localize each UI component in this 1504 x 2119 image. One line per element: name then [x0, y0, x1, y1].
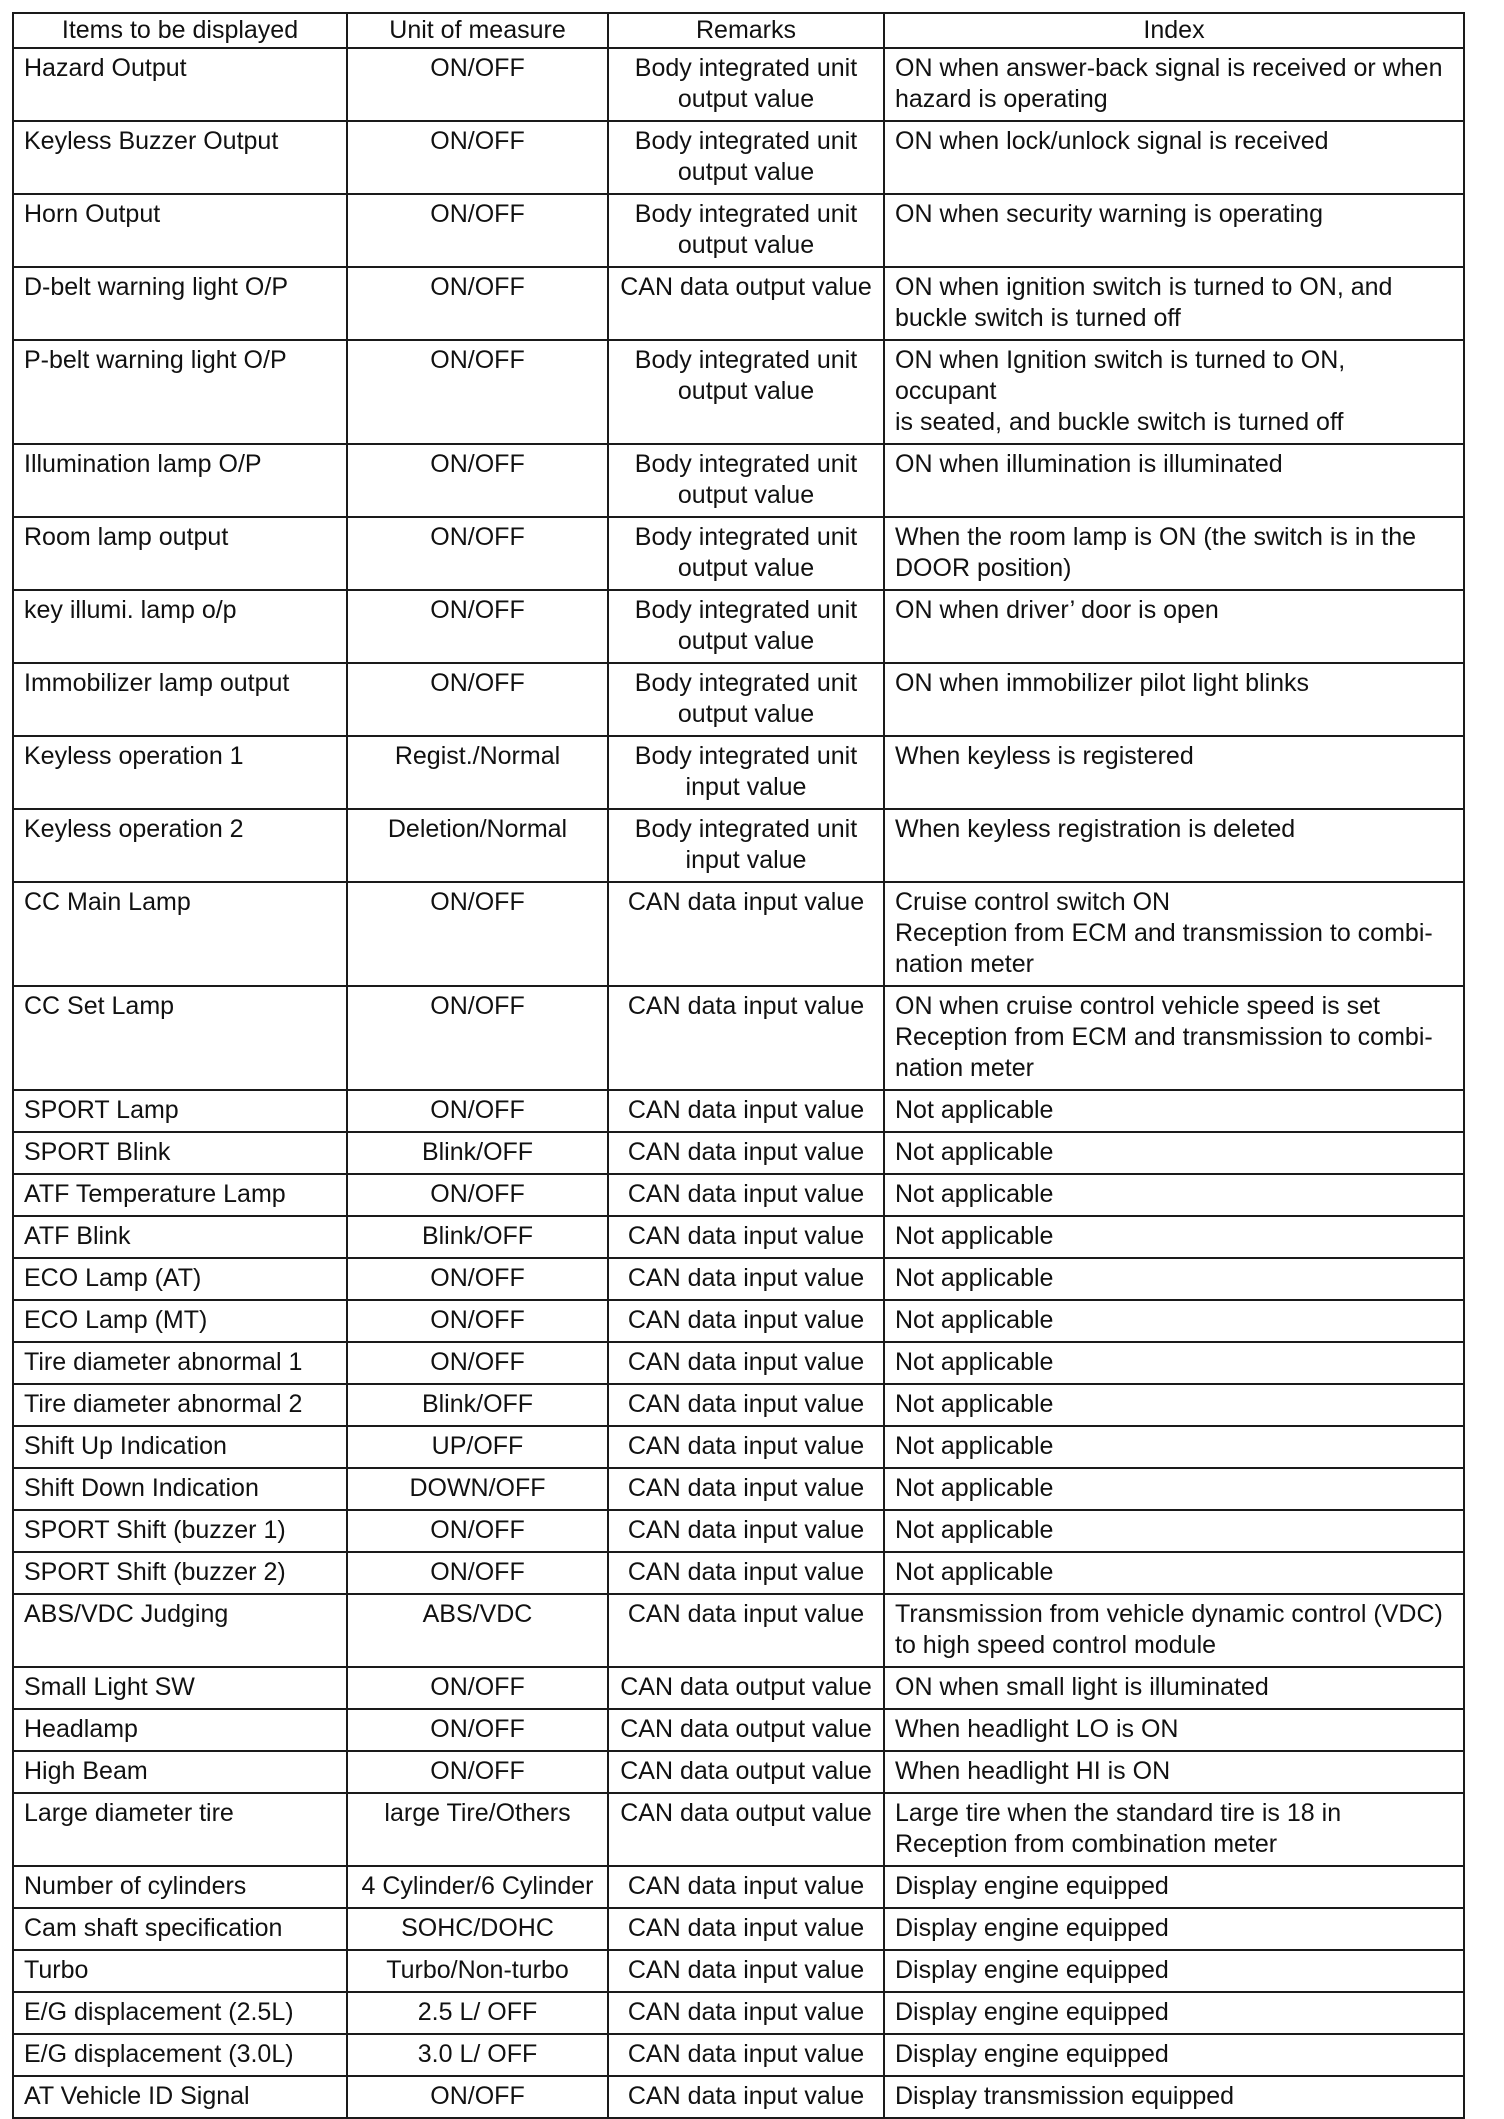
row-unit-cell: Deletion/Normal: [347, 809, 608, 882]
row-index-cell: Not applicable: [884, 1426, 1464, 1468]
row-index-cell: Not applicable: [884, 1300, 1464, 1342]
document-page: [12, 12, 1465, 2119]
row-unit-cell: ON/OFF: [347, 1751, 608, 1793]
table-row: [13, 590, 1464, 663]
row-index-cell: When headlight LO is ON: [884, 1709, 1464, 1751]
table-row: [13, 1992, 1464, 2034]
table-row: [13, 1793, 1464, 1866]
row-item-cell: Immobilizer lamp output: [13, 663, 347, 736]
row-remarks-cell: CAN data input value: [608, 1426, 884, 1468]
table-row: [13, 1174, 1464, 1216]
row-remarks-cell: Body integrated unit output value: [608, 517, 884, 590]
table-row: [13, 48, 1464, 121]
row-item-cell: Shift Down Indication: [13, 1468, 347, 1510]
row-unit-cell: 4 Cylinder/6 Cylinder: [347, 1866, 608, 1908]
table-row: [13, 736, 1464, 809]
row-remarks-cell: CAN data input value: [608, 1468, 884, 1510]
row-remarks-cell: CAN data input value: [608, 2034, 884, 2076]
row-index-cell: When keyless registration is deleted: [884, 809, 1464, 882]
row-remarks-cell: CAN data output value: [608, 1751, 884, 1793]
table-row: [13, 1426, 1464, 1468]
header-unit: Unit of measure: [347, 13, 608, 48]
row-item-cell: ECO Lamp (AT): [13, 1258, 347, 1300]
row-item-cell: ATF Temperature Lamp: [13, 1174, 347, 1216]
row-index-cell: ON when immobilizer pilot light blinks: [884, 663, 1464, 736]
table-row: [13, 663, 1464, 736]
row-unit-cell: ON/OFF: [347, 1258, 608, 1300]
table-row: [13, 1751, 1464, 1793]
row-unit-cell: ON/OFF: [347, 340, 608, 444]
row-index-cell: Display engine equipped: [884, 2034, 1464, 2076]
row-unit-cell: ON/OFF: [347, 1552, 608, 1594]
row-item-cell: Horn Output: [13, 194, 347, 267]
row-item-cell: E/G displacement (3.0L): [13, 2034, 347, 2076]
row-index-cell: Not applicable: [884, 1468, 1464, 1510]
row-item-cell: Illumination lamp O/P: [13, 444, 347, 517]
row-index-cell: Not applicable: [884, 1342, 1464, 1384]
row-item-cell: Shift Up Indication: [13, 1426, 347, 1468]
row-unit-cell: ON/OFF: [347, 1300, 608, 1342]
row-index-cell: Large tire when the standard tire is 18 in Reception from combination meter: [884, 1793, 1464, 1866]
table-row: [13, 1132, 1464, 1174]
row-remarks-cell: CAN data input value: [608, 1552, 884, 1594]
row-remarks-cell: CAN data output value: [608, 1709, 884, 1751]
table-row: [13, 517, 1464, 590]
row-index-cell: ON when ignition switch is turned to ON, and buckle switch is turned off: [884, 267, 1464, 340]
row-remarks-cell: CAN data input value: [608, 1300, 884, 1342]
row-unit-cell: Blink/OFF: [347, 1132, 608, 1174]
row-remarks-cell: CAN data input value: [608, 2076, 884, 2118]
row-unit-cell: 2.5 L/ OFF: [347, 1992, 608, 2034]
row-remarks-cell: CAN data input value: [608, 1594, 884, 1667]
row-remarks-cell: CAN data input value: [608, 986, 884, 1090]
row-unit-cell: ON/OFF: [347, 882, 608, 986]
row-remarks-cell: Body integrated unit output value: [608, 48, 884, 121]
row-index-cell: Cruise control switch ON Reception from ECM and transmission to combi- nation meter: [884, 882, 1464, 986]
table-row: [13, 1342, 1464, 1384]
row-item-cell: High Beam: [13, 1751, 347, 1793]
row-item-cell: SPORT Lamp: [13, 1090, 347, 1132]
row-item-cell: SPORT Shift (buzzer 2): [13, 1552, 347, 1594]
row-remarks-cell: CAN data input value: [608, 1090, 884, 1132]
row-item-cell: Headlamp: [13, 1709, 347, 1751]
row-item-cell: Tire diameter abnormal 1: [13, 1342, 347, 1384]
row-remarks-cell: CAN data input value: [608, 1174, 884, 1216]
header-remarks: Remarks: [608, 13, 884, 48]
table-row: [13, 809, 1464, 882]
row-unit-cell: ON/OFF: [347, 590, 608, 663]
row-index-cell: Not applicable: [884, 1216, 1464, 1258]
row-index-cell: ON when small light is illuminated: [884, 1667, 1464, 1709]
row-index-cell: Transmission from vehicle dynamic control (VDC) to high speed control module: [884, 1594, 1464, 1667]
row-unit-cell: SOHC/DOHC: [347, 1908, 608, 1950]
header-index: Index: [884, 13, 1464, 48]
display-items-table: [12, 12, 1465, 2119]
row-unit-cell: ON/OFF: [347, 444, 608, 517]
row-unit-cell: ABS/VDC: [347, 1594, 608, 1667]
row-remarks-cell: Body integrated unit output value: [608, 444, 884, 517]
table-row: [13, 1709, 1464, 1751]
table-body: [13, 48, 1464, 2118]
row-item-cell: Turbo: [13, 1950, 347, 1992]
row-item-cell: Keyless Buzzer Output: [13, 121, 347, 194]
row-remarks-cell: CAN data input value: [608, 1992, 884, 2034]
table-row: [13, 194, 1464, 267]
row-item-cell: key illumi. lamp o/p: [13, 590, 347, 663]
row-remarks-cell: CAN data input value: [608, 882, 884, 986]
row-index-cell: ON when security warning is operating: [884, 194, 1464, 267]
table-row: [13, 2076, 1464, 2118]
row-remarks-cell: CAN data input value: [608, 1384, 884, 1426]
table-row: [13, 1552, 1464, 1594]
row-unit-cell: Blink/OFF: [347, 1384, 608, 1426]
row-remarks-cell: Body integrated unit output value: [608, 121, 884, 194]
row-unit-cell: ON/OFF: [347, 663, 608, 736]
table-row: [13, 1510, 1464, 1552]
table-row: [13, 121, 1464, 194]
row-unit-cell: DOWN/OFF: [347, 1468, 608, 1510]
row-unit-cell: ON/OFF: [347, 48, 608, 121]
row-unit-cell: Blink/OFF: [347, 1216, 608, 1258]
row-index-cell: Display engine equipped: [884, 1992, 1464, 2034]
row-remarks-cell: CAN data input value: [608, 1258, 884, 1300]
row-index-cell: Not applicable: [884, 1090, 1464, 1132]
row-unit-cell: ON/OFF: [347, 1090, 608, 1132]
row-remarks-cell: CAN data output value: [608, 267, 884, 340]
row-item-cell: Large diameter tire: [13, 1793, 347, 1866]
row-item-cell: Keyless operation 1: [13, 736, 347, 809]
row-remarks-cell: Body integrated unit output value: [608, 590, 884, 663]
row-index-cell: Not applicable: [884, 1258, 1464, 1300]
table-row: [13, 986, 1464, 1090]
row-index-cell: Not applicable: [884, 1174, 1464, 1216]
row-index-cell: Not applicable: [884, 1132, 1464, 1174]
row-remarks-cell: CAN data output value: [608, 1667, 884, 1709]
table-row: [13, 267, 1464, 340]
table-row: [13, 1216, 1464, 1258]
row-item-cell: D-belt warning light O/P: [13, 267, 347, 340]
table-row: [13, 1384, 1464, 1426]
row-unit-cell: ON/OFF: [347, 1342, 608, 1384]
row-remarks-cell: CAN data input value: [608, 1908, 884, 1950]
row-index-cell: When headlight HI is ON: [884, 1751, 1464, 1793]
row-item-cell: SPORT Blink: [13, 1132, 347, 1174]
row-item-cell: Number of cylinders: [13, 1866, 347, 1908]
row-unit-cell: UP/OFF: [347, 1426, 608, 1468]
table-row: [13, 340, 1464, 444]
row-unit-cell: large Tire/Others: [347, 1793, 608, 1866]
row-remarks-cell: CAN data input value: [608, 1510, 884, 1552]
row-index-cell: Not applicable: [884, 1510, 1464, 1552]
table-row: [13, 882, 1464, 986]
row-item-cell: Cam shaft specification: [13, 1908, 347, 1950]
row-unit-cell: ON/OFF: [347, 267, 608, 340]
row-index-cell: Display engine equipped: [884, 1866, 1464, 1908]
row-remarks-cell: CAN data input value: [608, 1342, 884, 1384]
row-unit-cell: ON/OFF: [347, 121, 608, 194]
row-item-cell: Tire diameter abnormal 2: [13, 1384, 347, 1426]
row-item-cell: Small Light SW: [13, 1667, 347, 1709]
row-unit-cell: ON/OFF: [347, 1667, 608, 1709]
row-index-cell: ON when lock/unlock signal is received: [884, 121, 1464, 194]
row-item-cell: ABS/VDC Judging: [13, 1594, 347, 1667]
row-unit-cell: ON/OFF: [347, 2076, 608, 2118]
table-row: [13, 1258, 1464, 1300]
row-item-cell: CC Set Lamp: [13, 986, 347, 1090]
table-row: [13, 1667, 1464, 1709]
row-index-cell: ON when Ignition switch is turned to ON, occupant is seated, and buckle switch is turned off: [884, 340, 1464, 444]
row-index-cell: ON when cruise control vehicle speed is set Reception from ECM and transmission to combi- nation meter: [884, 986, 1464, 1090]
row-unit-cell: ON/OFF: [347, 986, 608, 1090]
row-unit-cell: 3.0 L/ OFF: [347, 2034, 608, 2076]
table-row: [13, 1468, 1464, 1510]
row-unit-cell: Regist./Normal: [347, 736, 608, 809]
table-row: [13, 1866, 1464, 1908]
row-index-cell: ON when driver’ door is open: [884, 590, 1464, 663]
row-unit-cell: ON/OFF: [347, 1709, 608, 1751]
row-item-cell: CC Main Lamp: [13, 882, 347, 986]
table-row: [13, 1090, 1464, 1132]
row-index-cell: ON when answer-back signal is received or when hazard is operating: [884, 48, 1464, 121]
table-row: [13, 2034, 1464, 2076]
table-header-row: [13, 13, 1464, 48]
row-index-cell: Display engine equipped: [884, 1950, 1464, 1992]
row-unit-cell: ON/OFF: [347, 1174, 608, 1216]
table-row: [13, 1950, 1464, 1992]
row-item-cell: AT Vehicle ID Signal: [13, 2076, 347, 2118]
table-row: [13, 1908, 1464, 1950]
row-item-cell: Keyless operation 2: [13, 809, 347, 882]
row-index-cell: Display transmission equipped: [884, 2076, 1464, 2118]
row-index-cell: ON when illumination is illuminated: [884, 444, 1464, 517]
row-index-cell: Not applicable: [884, 1384, 1464, 1426]
row-item-cell: Hazard Output: [13, 48, 347, 121]
row-index-cell: Display engine equipped: [884, 1908, 1464, 1950]
table-row: [13, 1300, 1464, 1342]
row-index-cell: When keyless is registered: [884, 736, 1464, 809]
row-index-cell: When the room lamp is ON (the switch is in the DOOR position): [884, 517, 1464, 590]
row-item-cell: ECO Lamp (MT): [13, 1300, 347, 1342]
row-item-cell: E/G displacement (2.5L): [13, 1992, 347, 2034]
row-remarks-cell: Body integrated unit output value: [608, 194, 884, 267]
row-remarks-cell: CAN data input value: [608, 1950, 884, 1992]
row-unit-cell: Turbo/Non-turbo: [347, 1950, 608, 1992]
table-row: [13, 444, 1464, 517]
row-remarks-cell: CAN data input value: [608, 1216, 884, 1258]
row-item-cell: P-belt warning light O/P: [13, 340, 347, 444]
row-index-cell: Not applicable: [884, 1552, 1464, 1594]
row-remarks-cell: CAN data input value: [608, 1866, 884, 1908]
row-unit-cell: ON/OFF: [347, 517, 608, 590]
row-unit-cell: ON/OFF: [347, 194, 608, 267]
row-remarks-cell: CAN data output value: [608, 1793, 884, 1866]
row-item-cell: Room lamp output: [13, 517, 347, 590]
row-remarks-cell: CAN data input value: [608, 1132, 884, 1174]
row-remarks-cell: Body integrated unit input value: [608, 736, 884, 809]
table-row: [13, 1594, 1464, 1667]
row-remarks-cell: Body integrated unit output value: [608, 340, 884, 444]
row-remarks-cell: Body integrated unit input value: [608, 809, 884, 882]
row-item-cell: SPORT Shift (buzzer 1): [13, 1510, 347, 1552]
header-items: Items to be displayed: [13, 13, 347, 48]
row-unit-cell: ON/OFF: [347, 1510, 608, 1552]
row-remarks-cell: Body integrated unit output value: [608, 663, 884, 736]
row-item-cell: ATF Blink: [13, 1216, 347, 1258]
